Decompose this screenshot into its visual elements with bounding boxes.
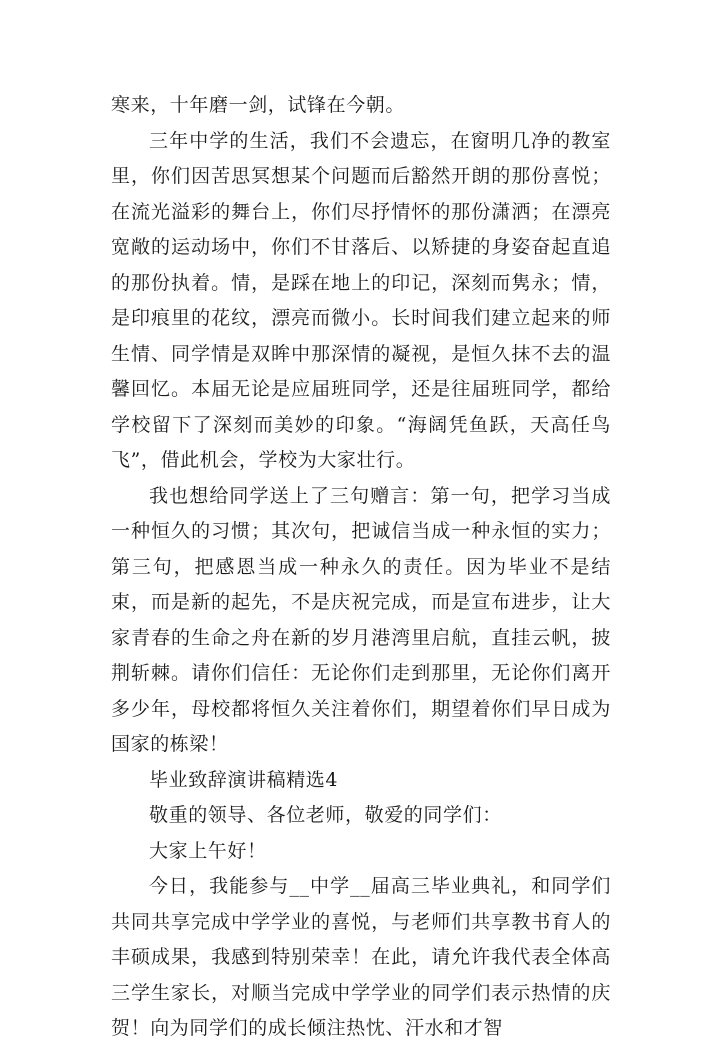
paragraph-continuation: 寒来，十年磨一剑，试锋在今朝。: [111, 94, 406, 116]
paragraph-three-wishes: 我也想给同学送上了三句赠言：第一句，把学习当成一种恒久的习惯；其次句，把诚信当成一种永恒的实力；第三句，把感恩当成一种永久的责任。因为毕业不是结束，而是新的起先，不是庆祝完成，而是宣布进步，让大家青春的生命之舟在新的岁月港湾里启航，直挂云帆，披荆斩棘。请你们信任：无论你们走到那里，无论你们离开多少年，母校都将恒久关注着你们，期望着你们早日成为国家的栋梁！: [111, 484, 611, 755]
paragraph-today: 今日，我能参与__中学__届高三毕业典礼，和同学们共同共享完成中学学业的喜悦，与老师们共享教书育人的丰硕成果，我感到特别荣幸！在此，请允许我代表全体高三学生家长，对顺当完成中学学业的同学们表示热情的庆贺！向为同学们的成长倾注热忱、汗水和才智: [111, 875, 611, 1039]
section-heading: 毕业致辞演讲稿精选4: [149, 768, 339, 791]
salutation: 敬重的领导、各位老师，敬爱的同学们：: [149, 804, 502, 826]
document-body: [111, 88, 611, 1047]
greeting: 大家上午好！: [149, 839, 267, 862]
paragraph-memories: 三年中学的生活，我们不会遗忘，在窗明几净的教室里，你们因苦思冥想某个问题而后豁然开朗的那份喜悦；在流光溢彩的舞台上，你们尽抒情怀的那份潇洒；在漂亮宽敞的运动场中，你们不甘落后、以矫捷的身姿奋起直追的那份执着。情，是踩在地上的印记，深刻而隽永；情，是印痕里的花纹，漂亮而微小。长时间我们建立起来的师生情、同学情是双眸中那深情的凝视，是恒久抹不去的温馨回忆。本届无论是应届班同学，还是往届班同学，都给学校留下了深刻而美妙的印象。“海阔凭鱼跃，天高任鸟飞”，借此机会，学校为大家壮行。: [111, 129, 611, 471]
